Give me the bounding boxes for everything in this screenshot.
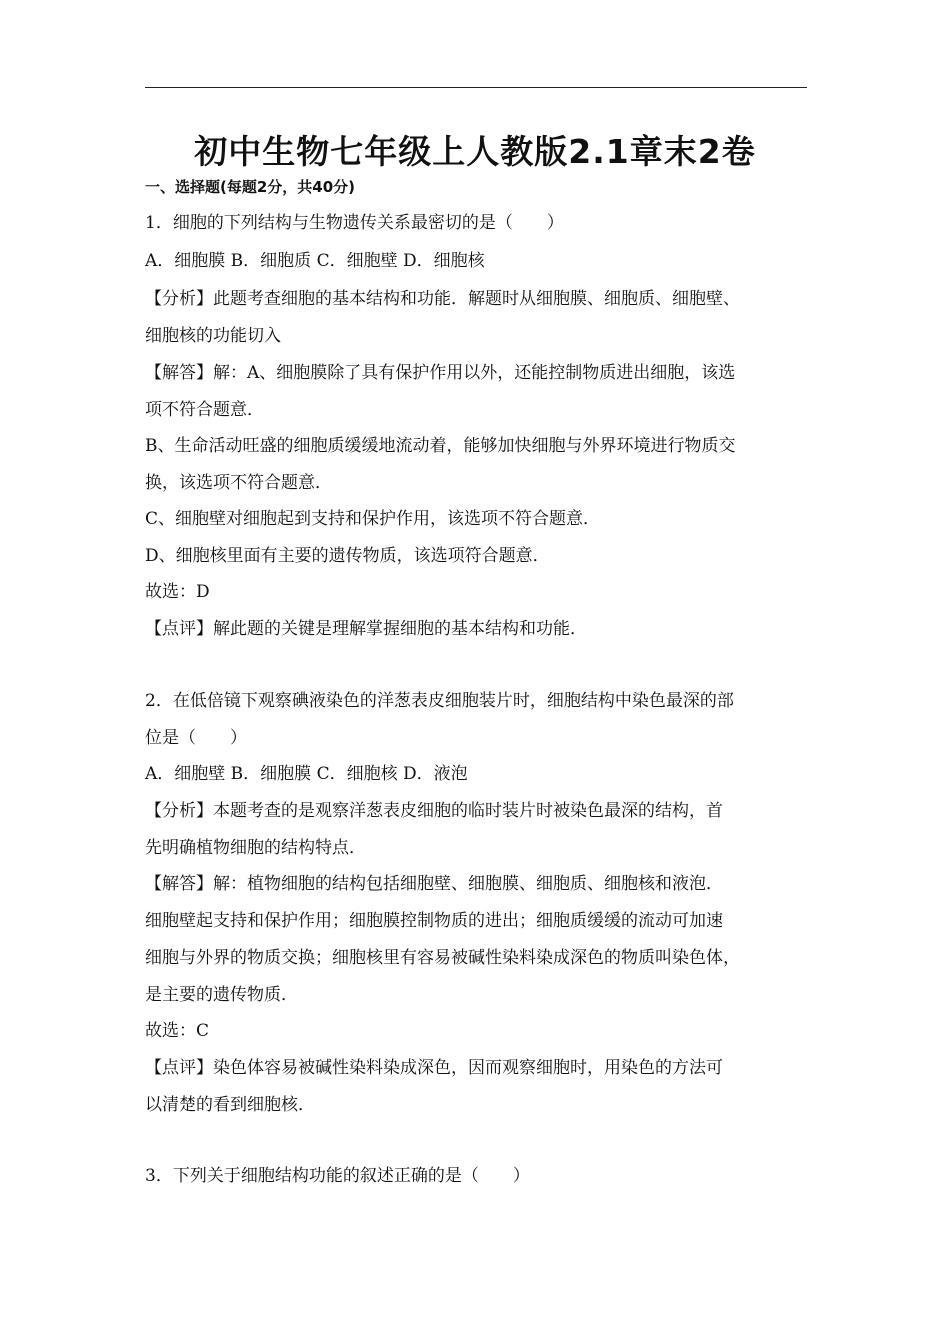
- section-heading: 一、选择题(每题2分，共40分): [145, 178, 356, 196]
- q2-answer-cont-2: 细胞与外界的物质交换；细胞核里有容易被碱性染料染成深色的物质叫染色体，: [145, 948, 740, 968]
- header-rule: [145, 87, 807, 88]
- question-1-options: A．细胞膜 B．细胞质 C．细胞壁 D．细胞核: [145, 251, 485, 271]
- q2-answer: 【解答】解：植物细胞的结构包括细胞壁、细胞膜、细胞质、细胞核和液泡．: [145, 874, 723, 894]
- q2-choice: 故选：C: [145, 1021, 210, 1041]
- q1-answer: 【解答】解：A、细胞膜除了具有保护作用以外，还能控制物质进出细胞，该选: [145, 363, 736, 383]
- document-title: 初中生物七年级上人教版2.1章末2卷: [194, 132, 756, 171]
- q2-analysis-cont: 先明确植物细胞的结构特点．: [145, 838, 366, 858]
- question-2: 2．在低倍镜下观察碘液染色的洋葱表皮细胞装片时，细胞结构中染色最深的部: [145, 691, 734, 711]
- q1-answer-b: B、生命活动旺盛的细胞质缓缓地流动着，能够加快细胞与外界环境进行物质交: [145, 436, 736, 456]
- q2-comment: 【点评】染色体容易被碱性染料染成深色，因而观察细胞时，用染色的方法可: [145, 1058, 723, 1078]
- q1-choice: 故选：D: [145, 582, 210, 602]
- q1-analysis-cont: 细胞核的功能切入: [145, 326, 281, 346]
- q1-answer-d: D、细胞核里面有主要的遗传物质，该选项符合题意．: [145, 546, 550, 566]
- question-2-options: A．细胞壁 B．细胞膜 C．细胞核 D．液泡: [145, 764, 468, 784]
- q2-analysis: 【分析】本题考查的是观察洋葱表皮细胞的临时装片时被染色最深的结构，首: [145, 801, 723, 821]
- q1-answer-c: C、细胞壁对细胞起到支持和保护作用，该选项不符合题意．: [145, 509, 601, 529]
- question-3: 3．下列关于细胞结构功能的叙述正确的是（ ）: [145, 1166, 530, 1186]
- q1-analysis: 【分析】此题考查细胞的基本结构和功能．解题时从细胞膜、细胞质、细胞壁、: [145, 289, 740, 309]
- q1-answer-b-cont: 换，该选项不符合题意．: [145, 473, 332, 493]
- q2-comment-cont: 以清楚的看到细胞核．: [145, 1095, 315, 1115]
- question-2-cont: 位是（ ）: [145, 728, 247, 748]
- q1-comment: 【点评】解此题的关键是理解掌握细胞的基本结构和功能．: [145, 619, 587, 639]
- q2-answer-cont-1: 细胞壁起支持和保护作用；细胞膜控制物质的进出；细胞质缓缓的流动可加速: [145, 911, 723, 931]
- question-1: 1．细胞的下列结构与生物遗传关系最密切的是（ ）: [145, 213, 564, 233]
- q1-answer-cont: 项不符合题意．: [145, 400, 264, 420]
- q2-answer-cont-3: 是主要的遗传物质．: [145, 985, 298, 1005]
